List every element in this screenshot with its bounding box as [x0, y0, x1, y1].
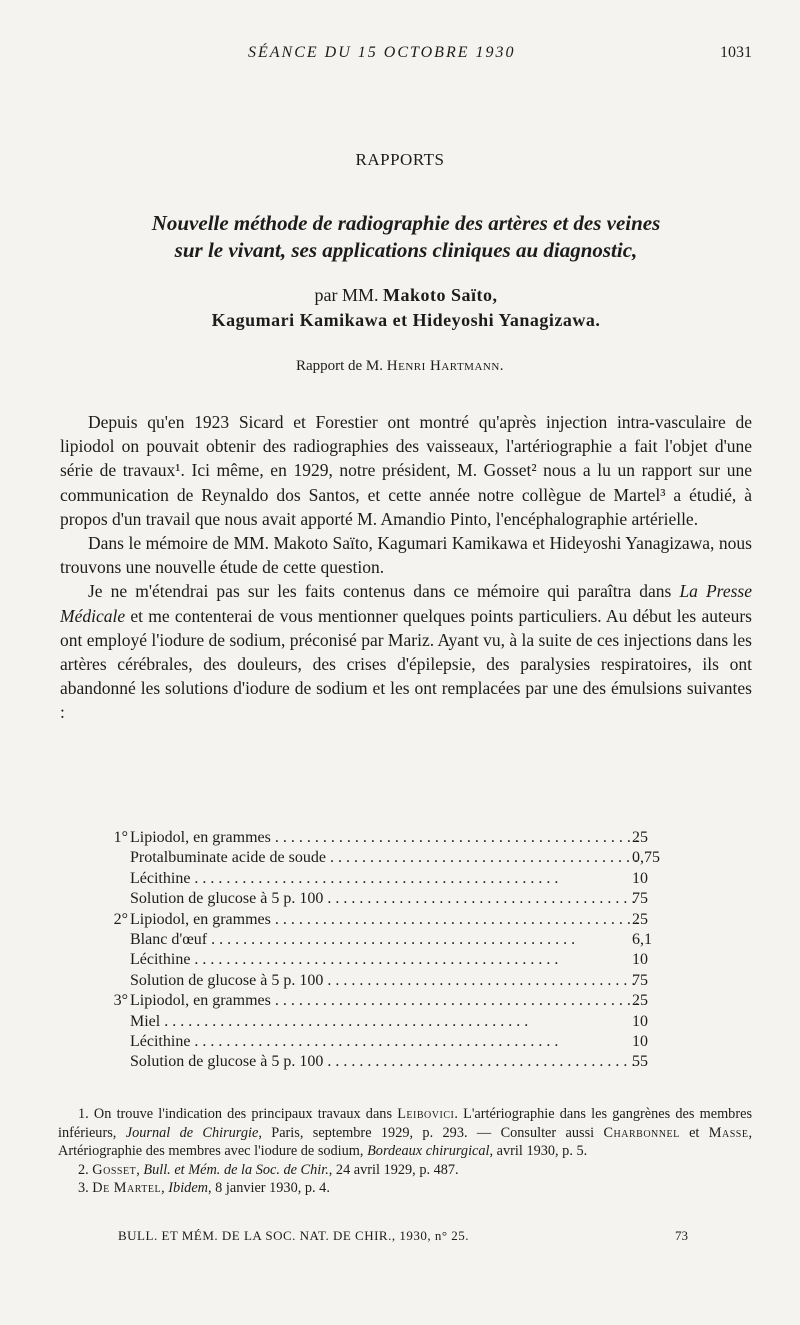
- footnote-2-text: ,: [136, 1161, 144, 1178]
- signature-mark: 73: [675, 1228, 688, 1243]
- footnote-1-journal: Bordeaux chirurgical: [367, 1143, 490, 1160]
- title-line-2: sur le vivant, ses applications cliniques au diagnostic,: [174, 238, 638, 262]
- footnote-3-journal: Ibidem: [168, 1180, 208, 1197]
- footnote-1-text: . L'artériographie dans les gangrènes des membres inférieurs,: [58, 1106, 753, 1141]
- recipe-ingredient: Solution de glucose à 5 p. 100 . . .: [130, 889, 640, 909]
- paragraph-3-start: Je ne m'étendrai pas sur les faits contenus dans ce mémoire qui paraîtra dans: [88, 581, 680, 602]
- recipe-quantity: 10: [632, 1032, 648, 1050]
- footnote-3-text: , 8 janvier 1930, p. 4.: [208, 1180, 330, 1197]
- recipe-quantity: 0,75: [632, 849, 660, 867]
- recipe-row: [60, 1012, 700, 1032]
- body-text: [60, 410, 752, 725]
- footer-reference: BULL. ET MÉM. DE LA SOC. NAT. DE CHIR., 1930, n° 25.: [118, 1228, 470, 1243]
- footnote-2-journal: Bull. et Mém. de la Soc. de Chir.: [143, 1161, 329, 1178]
- footnote-3: [58, 1179, 752, 1198]
- footnote-2-text: , 24 avril 1929, p. 487.: [328, 1161, 459, 1178]
- recipe-row: [60, 828, 700, 848]
- recipe-quantity: 55: [632, 1053, 648, 1071]
- article-title: [56, 210, 756, 264]
- authors: [56, 283, 756, 333]
- recipe-quantity: 75: [632, 890, 648, 908]
- recipe-row: [60, 950, 700, 970]
- footnote-3-text: 3.: [78, 1180, 93, 1197]
- recipe-quantity: 10: [632, 951, 648, 969]
- recipe-quantity: 25: [632, 992, 648, 1010]
- recipe-quantity: 10: [632, 869, 648, 887]
- recipe-row: [60, 869, 700, 889]
- footnote-1: [58, 1105, 752, 1161]
- footnote-1-author: Charbonnel: [603, 1124, 680, 1141]
- recipe-ingredient: Lécithine . . .: [130, 950, 640, 970]
- recipe-ingredient: Solution de glucose à 5 p. 100 . . .: [130, 1052, 640, 1072]
- page-footer: [118, 1228, 688, 1246]
- authors-line-2: Kagumari Kamikawa et Hideyoshi Yanagizawa.: [211, 310, 601, 330]
- footnote-3-text: ,: [161, 1180, 169, 1197]
- paragraph-3: [60, 579, 752, 724]
- recipe-row: [60, 910, 700, 930]
- footnote-2-author: Gosset: [92, 1161, 137, 1178]
- recipe-row: [60, 1032, 700, 1052]
- footnote-1-text: et: [679, 1124, 709, 1141]
- footnote-1-author: Masse: [708, 1124, 749, 1141]
- footnote-2: [58, 1161, 752, 1180]
- footnote-1-text: , avril 1930, p. 5.: [489, 1143, 588, 1160]
- footnote-3-author: De Martel: [92, 1180, 162, 1197]
- recipe-quantity: 25: [632, 829, 648, 846]
- recipe-row: [60, 971, 700, 991]
- page-number: 1031: [720, 44, 752, 61]
- recipe-quantity: 75: [632, 971, 648, 989]
- emulsion-recipes: [60, 828, 700, 1073]
- footnotes: [58, 1105, 752, 1198]
- recipe-ingredient: Lipiodol, en grammes . . .: [130, 828, 640, 848]
- recipe-row: [60, 930, 700, 950]
- recipe-ingredient: Blanc d'œuf . . .: [130, 930, 640, 950]
- recipe-ingredient: Lipiodol, en grammes . . .: [130, 910, 640, 930]
- recipe-ingredient: Protalbuminate acide de soude . . .: [130, 848, 640, 868]
- footnote-1-journal: Journal de Chirurgie: [125, 1124, 259, 1141]
- paragraph-1: Depuis qu'en 1923 Sicard et Forestier ont montré qu'après injection intra-vasculaire de lipiodol on pouvait obtenir des radiographies des vaisseaux, l'artériographie a fait l'objet d'une série de travaux¹. Ici même, en 1929, notre président, M. Gosset² nous a lu un rapport sur une communication de Reynaldo dos Santos, et cette année notre collègue de Martel³ a étudié, à propos d'un travail que nous avait apporté M. Amandio Pinto, l'encéphalographie artérielle.: [60, 412, 752, 529]
- recipe-quantity: 25: [632, 910, 648, 928]
- recipe-number: 2°: [113, 910, 128, 928]
- journal-title: La Presse Médicale: [60, 581, 753, 626]
- recipe-quantity: 6,1: [632, 930, 652, 948]
- paragraph-3-end: et me contenterai de vous mentionner quelques points particuliers. Au début les auteurs ont employé l'iodure de sodium, préconisé par Mariz. Ayant vu, à la suite de ces injections dans les artères cérébrales, des douleurs, des crises d'épilepsie, des paralysies respiratoires, ils ont abandonné les solutions d'iodure de sodium et les ont remplacées par une des émulsions suivantes :: [60, 605, 752, 723]
- recipe-row: [60, 889, 700, 909]
- recipe-row: [60, 1052, 700, 1072]
- running-head: [60, 44, 752, 66]
- footnote-2-text: 2.: [78, 1161, 93, 1178]
- author-name-1: Makoto Saïto,: [383, 285, 498, 305]
- authors-prefix: par MM.: [314, 285, 379, 305]
- footnote-1-text: , Artériographie des membres avec l'iodure de sodium,: [58, 1124, 753, 1160]
- recipe-number: 3°: [113, 992, 128, 1010]
- recipe-ingredient: Lécithine . . .: [130, 1032, 640, 1052]
- recipe-quantity: 10: [632, 1012, 648, 1030]
- recipe-ingredient: Miel . . .: [130, 1012, 640, 1032]
- recipe-row: [60, 991, 700, 1011]
- recipe-ingredient: Lipiodol, en grammes . . .: [130, 991, 640, 1011]
- footnote-1-text: 1. On trouve l'indication des principaux travaux dans: [78, 1106, 398, 1122]
- recipe-ingredient: Solution de glucose à 5 p. 100 . . .: [130, 971, 640, 991]
- recipe-ingredient: Lécithine . . .: [130, 869, 640, 889]
- footnote-1-author: Leibovici: [397, 1106, 455, 1122]
- title-line-1: Nouvelle méthode de radiographie des artères et des veines: [151, 211, 661, 235]
- running-title: SÉANCE DU 15 OCTOBRE 1930: [248, 44, 516, 61]
- recipe-row: [60, 848, 700, 868]
- rapporteur-name: Henri Hartmann.: [386, 358, 505, 374]
- rapport-line: [0, 358, 800, 375]
- recipe-number: 1°: [113, 829, 128, 846]
- authors-line-1: [56, 283, 756, 308]
- footnote-1-text: , Paris, septembre 1929, p. 293. — Consulter aussi: [258, 1124, 604, 1141]
- paragraph-2: Dans le mémoire de MM. Makoto Saïto, Kagumari Kamikawa et Hideyoshi Yanagizawa, nous trouvons une nouvelle étude de cette question.: [60, 533, 752, 578]
- section-heading: RAPPORTS: [355, 150, 445, 169]
- rapport-prefix: Rapport de M.: [295, 358, 384, 374]
